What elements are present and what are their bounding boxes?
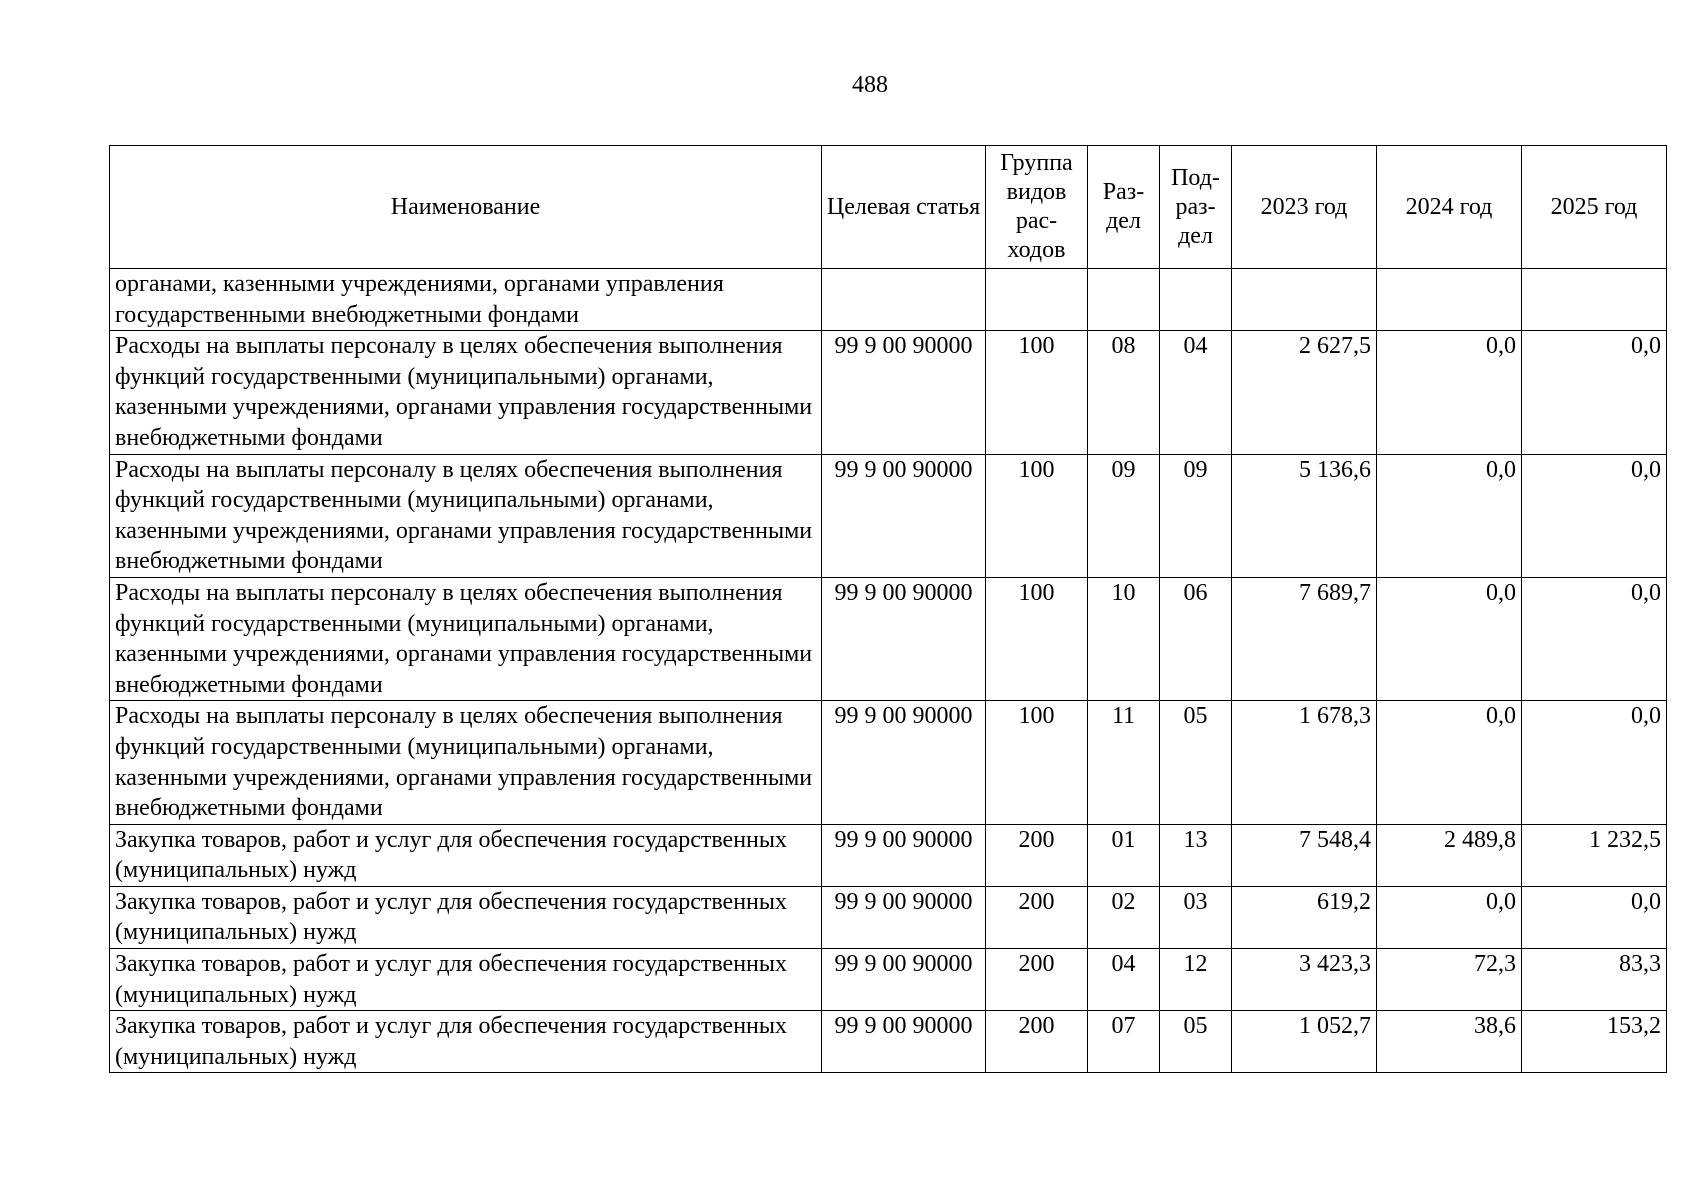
cell-year-2025: 0,0 bbox=[1522, 577, 1667, 700]
cell-year-2025: 0,0 bbox=[1522, 454, 1667, 577]
cell-expense-group: 200 bbox=[986, 824, 1088, 886]
cell-subsection bbox=[1160, 269, 1232, 331]
cell-target-article: 99 9 00 90000 bbox=[822, 701, 986, 824]
cell-year-2023 bbox=[1232, 269, 1377, 331]
header-subsection: Под-раз-дел bbox=[1160, 146, 1232, 269]
cell-subsection: 04 bbox=[1160, 331, 1232, 454]
table-row bbox=[110, 577, 1667, 700]
cell-year-2024: 0,0 bbox=[1377, 577, 1522, 700]
cell-target-article: 99 9 00 90000 bbox=[822, 577, 986, 700]
cell-expense-group: 200 bbox=[986, 1011, 1088, 1073]
cell-year-2025: 0,0 bbox=[1522, 331, 1667, 454]
cell-year-2025: 0,0 bbox=[1522, 886, 1667, 948]
cell-name: Закупка товаров, работ и услуг для обеспечения государственных (муниципальных) нужд bbox=[110, 949, 822, 1011]
cell-subsection: 05 bbox=[1160, 1011, 1232, 1073]
header-year-2023: 2023 год bbox=[1232, 146, 1377, 269]
cell-name: Расходы на выплаты персоналу в целях обеспечения выполнения функций государственными (муниципальными) органами, казенными учреждениями, органами управления государственными внебюджетными фондами bbox=[110, 701, 822, 824]
cell-year-2024: 0,0 bbox=[1377, 886, 1522, 948]
cell-year-2025: 1 232,5 bbox=[1522, 824, 1667, 886]
cell-section: 08 bbox=[1088, 331, 1160, 454]
table-row bbox=[110, 886, 1667, 948]
cell-section: 01 bbox=[1088, 824, 1160, 886]
cell-section: 07 bbox=[1088, 1011, 1160, 1073]
cell-name: Расходы на выплаты персоналу в целях обеспечения выполнения функций государственными (муниципальными) органами, казенными учреждениями, органами управления государственными внебюджетными фондами bbox=[110, 454, 822, 577]
cell-subsection: 06 bbox=[1160, 577, 1232, 700]
table-row bbox=[110, 824, 1667, 886]
cell-year-2024: 2 489,8 bbox=[1377, 824, 1522, 886]
header-section: Раз-дел bbox=[1088, 146, 1160, 269]
cell-section: 11 bbox=[1088, 701, 1160, 824]
header-row bbox=[110, 146, 1667, 269]
cell-year-2023: 619,2 bbox=[1232, 886, 1377, 948]
cell-expense-group: 100 bbox=[986, 701, 1088, 824]
cell-year-2024: 72,3 bbox=[1377, 949, 1522, 1011]
table-row bbox=[110, 1011, 1667, 1073]
cell-year-2023: 1 052,7 bbox=[1232, 1011, 1377, 1073]
cell-year-2023: 7 689,7 bbox=[1232, 577, 1377, 700]
cell-expense-group: 200 bbox=[986, 886, 1088, 948]
cell-section: 02 bbox=[1088, 886, 1160, 948]
cell-target-article: 99 9 00 90000 bbox=[822, 331, 986, 454]
cell-section: 09 bbox=[1088, 454, 1160, 577]
cell-year-2025: 83,3 bbox=[1522, 949, 1667, 1011]
header-year-2025: 2025 год bbox=[1522, 146, 1667, 269]
cell-year-2023: 7 548,4 bbox=[1232, 824, 1377, 886]
cell-subsection: 13 bbox=[1160, 824, 1232, 886]
cell-expense-group: 200 bbox=[986, 949, 1088, 1011]
cell-target-article bbox=[822, 269, 986, 331]
cell-year-2024: 0,0 bbox=[1377, 701, 1522, 824]
cell-section: 10 bbox=[1088, 577, 1160, 700]
cell-year-2023: 3 423,3 bbox=[1232, 949, 1377, 1011]
cell-year-2024: 0,0 bbox=[1377, 331, 1522, 454]
cell-year-2024 bbox=[1377, 269, 1522, 331]
cell-year-2025: 153,2 bbox=[1522, 1011, 1667, 1073]
cell-expense-group bbox=[986, 269, 1088, 331]
cell-name: органами, казенными учреждениями, органами управления государственными внебюджетными фондами bbox=[110, 269, 822, 331]
table-row bbox=[110, 269, 1667, 331]
cell-name: Закупка товаров, работ и услуг для обеспечения государственных (муниципальных) нужд bbox=[110, 886, 822, 948]
cell-expense-group: 100 bbox=[986, 577, 1088, 700]
table-row bbox=[110, 949, 1667, 1011]
budget-table bbox=[109, 145, 1667, 1073]
cell-target-article: 99 9 00 90000 bbox=[822, 824, 986, 886]
cell-target-article: 99 9 00 90000 bbox=[822, 454, 986, 577]
table-row bbox=[110, 701, 1667, 824]
cell-year-2023: 1 678,3 bbox=[1232, 701, 1377, 824]
header-expense-group: Группа видов рас-ходов bbox=[986, 146, 1088, 269]
cell-expense-group: 100 bbox=[986, 454, 1088, 577]
cell-subsection: 05 bbox=[1160, 701, 1232, 824]
cell-subsection: 12 bbox=[1160, 949, 1232, 1011]
cell-name: Расходы на выплаты персоналу в целях обеспечения выполнения функций государственными (муниципальными) органами, казенными учреждениями, органами управления государственными внебюджетными фондами bbox=[110, 331, 822, 454]
cell-name: Расходы на выплаты персоналу в целях обеспечения выполнения функций государственными (муниципальными) органами, казенными учреждениями, органами управления государственными внебюджетными фондами bbox=[110, 577, 822, 700]
cell-section bbox=[1088, 269, 1160, 331]
header-name: Наименование bbox=[110, 146, 822, 269]
cell-year-2023: 5 136,6 bbox=[1232, 454, 1377, 577]
cell-section: 04 bbox=[1088, 949, 1160, 1011]
cell-subsection: 03 bbox=[1160, 886, 1232, 948]
table-row bbox=[110, 331, 1667, 454]
cell-subsection: 09 bbox=[1160, 454, 1232, 577]
cell-name: Закупка товаров, работ и услуг для обеспечения государственных (муниципальных) нужд bbox=[110, 824, 822, 886]
cell-target-article: 99 9 00 90000 bbox=[822, 1011, 986, 1073]
header-year-2024: 2024 год bbox=[1377, 146, 1522, 269]
header-target-article: Целевая статья bbox=[822, 146, 986, 269]
cell-year-2025 bbox=[1522, 269, 1667, 331]
table-body bbox=[110, 269, 1667, 1073]
cell-target-article: 99 9 00 90000 bbox=[822, 949, 986, 1011]
cell-year-2025: 0,0 bbox=[1522, 701, 1667, 824]
cell-year-2024: 38,6 bbox=[1377, 1011, 1522, 1073]
table-row bbox=[110, 454, 1667, 577]
cell-expense-group: 100 bbox=[986, 331, 1088, 454]
cell-year-2023: 2 627,5 bbox=[1232, 331, 1377, 454]
cell-year-2024: 0,0 bbox=[1377, 454, 1522, 577]
page-number: 488 bbox=[852, 72, 888, 98]
cell-name: Закупка товаров, работ и услуг для обеспечения государственных (муниципальных) нужд bbox=[110, 1011, 822, 1073]
cell-target-article: 99 9 00 90000 bbox=[822, 886, 986, 948]
